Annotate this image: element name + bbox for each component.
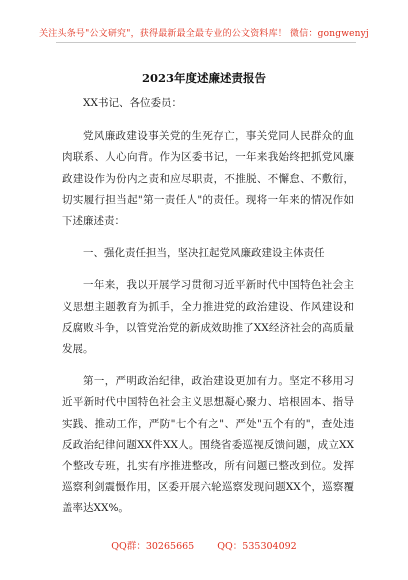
section-heading-1: 一、强化责任担当，坚决扛起党风廉政建设主体责任 xyxy=(83,247,325,260)
header-divider xyxy=(56,42,356,43)
paragraph-intro: 党风廉政建设事关党的生死存亡，事关党同人民群众的血肉联系、人心向背。作为区委书记，一年来我始终把抓党风廉政建设作为份内之责和应尽职责，不推脱、不懈怠、不敷衍，切实履行担当起"第一责任人"的责任。现将一年来的情况作如下述廉述责： xyxy=(62,130,354,228)
paragraph-political-discipline: 第一，严明政治纪律，政治建设更加有力。坚定不移用习近平新时代中国特色社会主义思想凝心聚力、培根固本、指导实践、推动工作，严防"七个有之"、严处"五个有的"，查处违反政治纪律问题XX件XX人。围绕省委巡视反馈问题，成立XX个整改专班，扎实有序推进整改，所有问题已整改到位。发挥巡察利剑震慑作用，区委开展六轮巡察发现问题XX个，巡察覆盖率达XX%。 xyxy=(62,375,354,515)
footer-contact xyxy=(0,538,408,552)
document-title: 2023年度述廉述责报告 xyxy=(141,71,266,85)
document-body xyxy=(62,93,354,531)
header-promo-note: 关注头条号"公文研究"，获得最新最全最专业的公文资料库！ 微信：gongwenyj xyxy=(39,29,369,39)
footer-qq: QQ：535304092 xyxy=(217,541,297,552)
salutation: XX书记、各位委员： xyxy=(83,97,182,109)
footer-qq-group: QQ群：30265665 xyxy=(111,541,195,552)
paragraph-overview: 一年来，我以开展学习贯彻习近平新时代中国特色社会主义思想主题教育为抓手，全力推进党的政治建设、作风建设和反腐败斗争，以管党治党的新成效助推了XX经济社会的高质量发展。 xyxy=(62,279,354,356)
